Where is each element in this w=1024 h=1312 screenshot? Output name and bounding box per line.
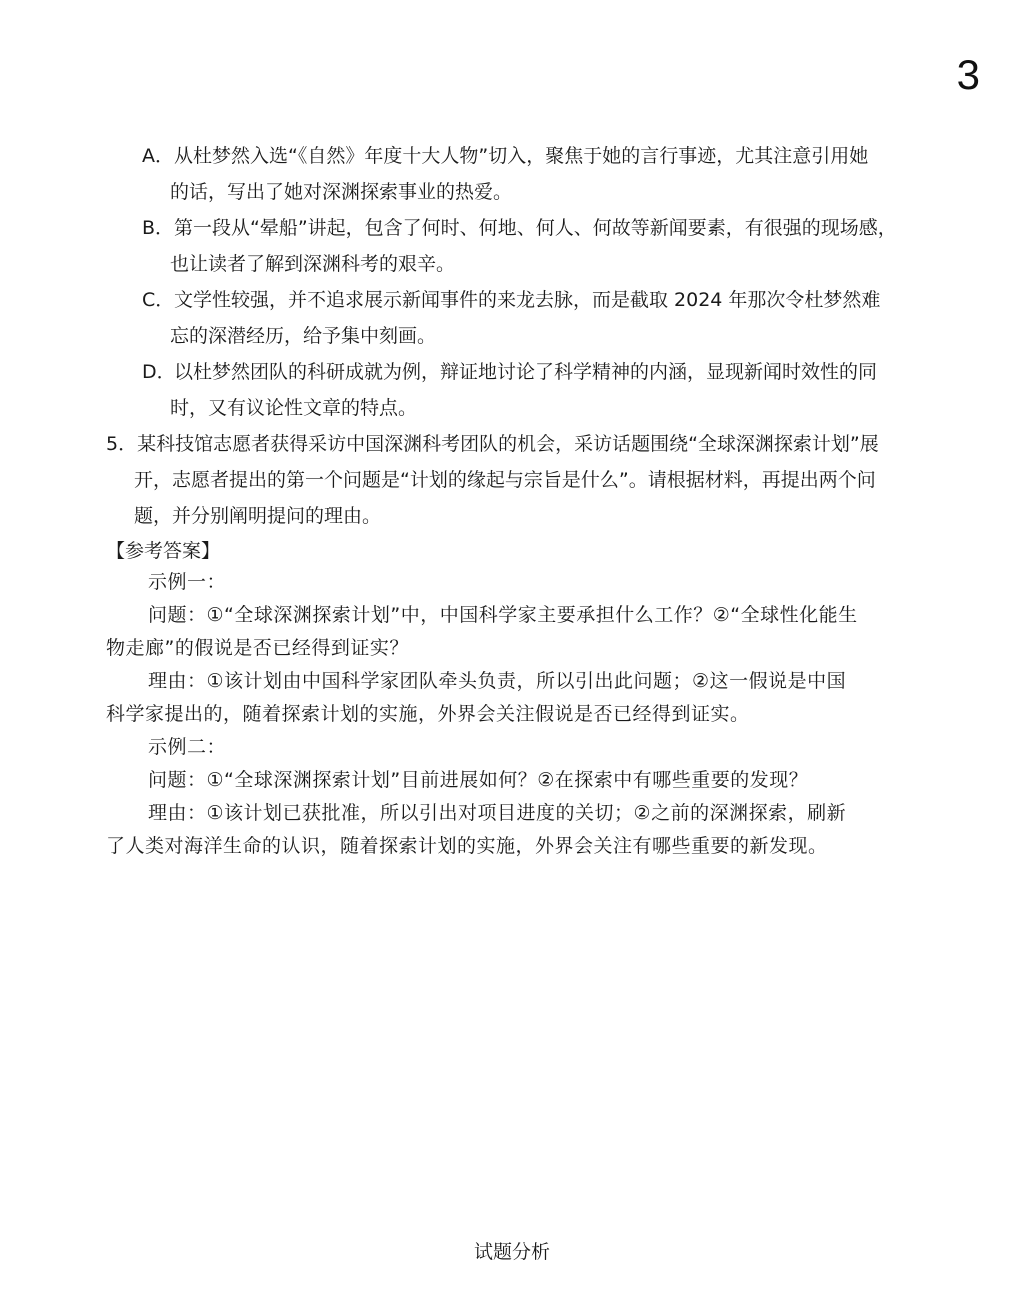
- option-text-continued: 的话，写出了她对深渊探索事业的热爱。: [170, 181, 513, 203]
- example-1-question: [106, 599, 920, 665]
- option-c: [142, 282, 924, 354]
- answer-line: 问题：①“全球深渊探索计划”中，中国科学家主要承担什么工作？②“全球性化能生: [148, 604, 858, 626]
- option-text: 第一段从“晕船”讲起，包含了何时、何地、何人、何故等新闻要素，有很强的现场感，: [174, 217, 897, 239]
- answer-line: 理由：①该计划已获批准，所以引出对项目进度的关切；②之前的深渊探索，刷新: [148, 802, 847, 824]
- option-letter: C．: [142, 289, 175, 311]
- option-letter: A．: [142, 145, 174, 167]
- page-number: 3: [956, 51, 980, 98]
- example-title: 示例二：: [148, 736, 227, 758]
- example-title: 示例一：: [148, 571, 227, 593]
- example-1-title: [106, 566, 920, 599]
- option-text: 从杜梦然入选“《自然》年度十大人物”切入，聚焦于她的言行事迹，尤其注意引用她: [174, 145, 869, 167]
- option-text-continued: 忘的深潜经历，给予集中刻画。: [170, 325, 437, 347]
- question-text: 5．某科技馆志愿者获得采访中国深渊科考团队的机会，采访话题围绕“全球深渊探索计划”展: [106, 433, 879, 455]
- question-text-continued: 开，志愿者提出的第一个问题是“计划的缘起与宗旨是什么”。请根据材料，再提出两个问: [134, 469, 876, 491]
- option-text-continued: 也让读者了解到深渊科考的艰辛。: [170, 253, 456, 275]
- option-text-continued: 时，又有议论性文章的特点。: [170, 397, 418, 419]
- option-letter: B．: [142, 217, 175, 239]
- answer-line: 理由：①该计划由中国科学家团队牵头负责，所以引出此问题；②这一假说是中国: [148, 670, 847, 692]
- option-d: [142, 354, 924, 426]
- page-footer: 试题分析: [473, 1241, 550, 1263]
- example-2-reason: [106, 797, 920, 863]
- option-a: [142, 138, 924, 210]
- question-5: [106, 426, 924, 534]
- document-body: [0, 138, 1024, 863]
- example-1-reason: [106, 665, 920, 731]
- option-b: [142, 210, 924, 282]
- option-text: 以杜梦然团队的科研成就为例，辩证地讨论了科学精神的内涵，显现新闻时效性的同: [174, 361, 878, 383]
- example-2-question: [106, 764, 920, 797]
- question-text-continued: 题，并分别阐明提问的理由。: [134, 505, 382, 527]
- answer-label: 【参考答案】: [106, 540, 221, 562]
- answer-line: 问题：①“全球深渊探索计划”目前进展如何？②在探索中有哪些重要的发现？: [148, 769, 809, 791]
- answer-line: 科学家提出的，随着探索计划的实施，外界会关注假说是否已经得到证实。: [106, 703, 750, 725]
- answer-line: 了人类对海洋生命的认识，随着探索计划的实施，外界会关注有哪些重要的新发现。: [106, 835, 828, 857]
- option-letter: D．: [142, 361, 176, 383]
- example-2-title: [106, 731, 920, 764]
- answer-line: 物走廊”的假说是否已经得到证实？: [106, 637, 409, 659]
- option-text: 文学性较强，并不追求展示新闻事件的来龙去脉，而是截取 2024 年那次令杜梦然难: [174, 289, 881, 311]
